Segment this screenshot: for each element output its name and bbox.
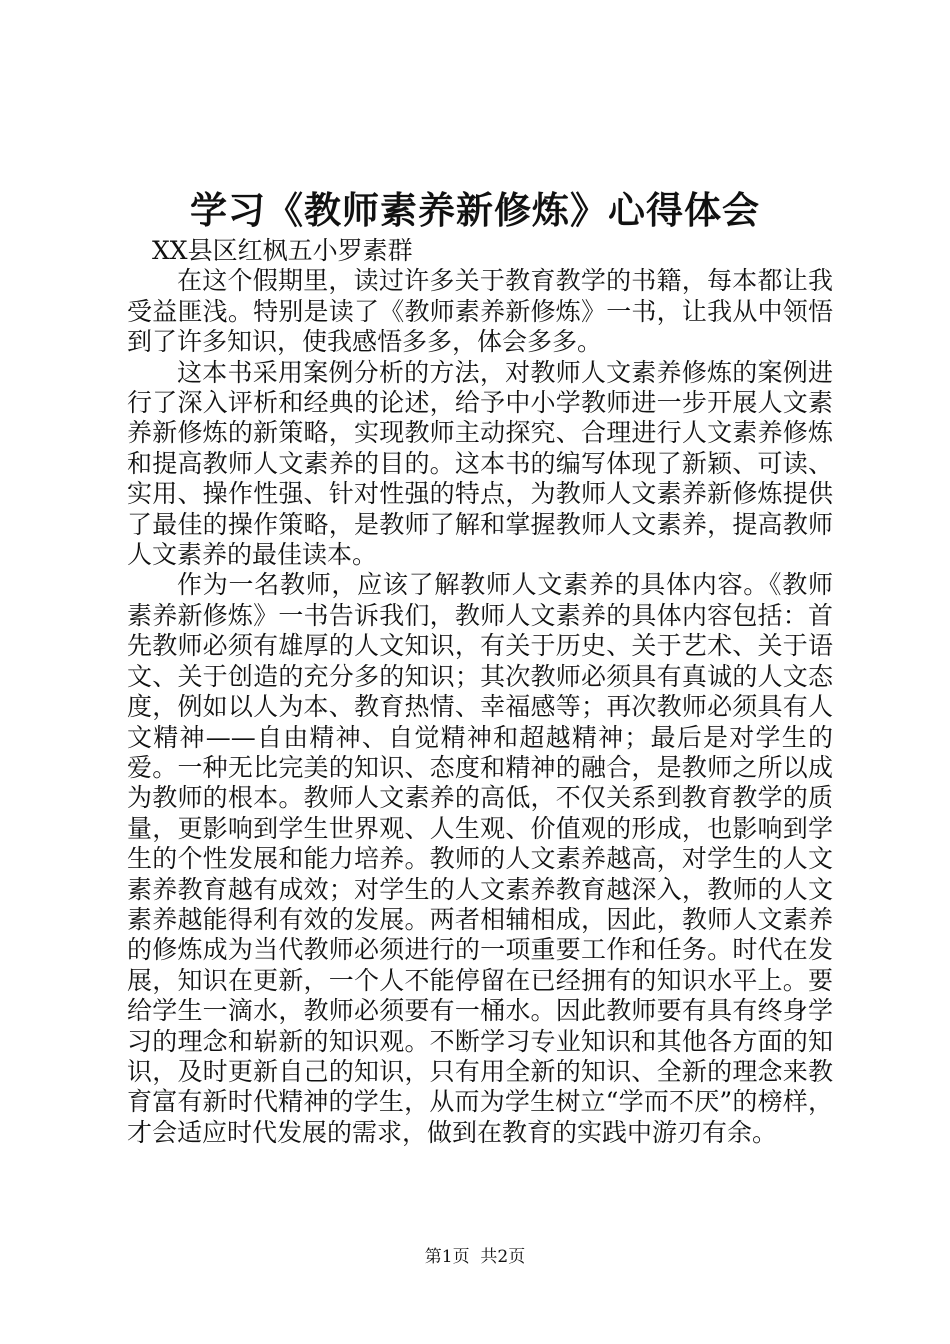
paragraph-1: 在这个假期里，读过许多关于教育教学的书籍，每本都让我受益匪浅。特别是读了《教师素养新修炼》一书，让我从中领悟到了许多知识，使我感悟多多，体会多多。 xyxy=(127,266,833,357)
page-footer: 第1页 共2页 xyxy=(424,1247,526,1267)
paragraph-3: 作为一名教师，应该了解教师人文素养的具体内容。《教师素养新修炼》一书告诉我们，教师人文素养的具体内容包括：首先教师必须有雄厚的人文知识，有关于历史、关于艺术、关于语文、关于创造的充分多的知识；其次教师必须具有真诚的人文态度，例如以人为本、教育热情、幸福感等；再次教师必须具有人文精神——自由精神、自觉精神和超越精神；最后是对学生的爱。一种无比完美的知识、态度和精神的融合，是教师之所以成为教师的根本。教师人文素养的高低，不仅关系到教育教学的质量，更影响到学生世界观、人生观、价值观的形成，也影响到学生的个性发展和能力培养。教师的人文素养越高，对学生的人文素养教育越有成效；对学生的人文素养教育越深入，教师的人文素养越能得利有效的发展。两者相辅相成，因此，教师人文素养的修炼成为当代教师必须进行的一项重要工作和任务。时代在发展，知识在更新，一个人不能停留在已经拥有的知识水平上。要给学生一滴水，教师必须要有一桶水。因此教师要有具有终身学习的理念和崭新的知识观。不断学习专业知识和其他各方面的知识，及时更新自己的知识，只有用全新的知识、全新的理念来教育富有新时代精神的学生，从而为学生树立“学而不厌”的榜样，才会适应时代发展的需求，做到在教育的实践中游刃有余。 xyxy=(127,570,833,1147)
author-line: XX县区红枫五小罗素群 xyxy=(152,236,413,265)
document-body xyxy=(127,236,833,1148)
document-title: 学习《教师素养新修炼》心得体会 xyxy=(190,188,760,232)
paragraph-2: 这本书采用案例分析的方法，对教师人文素养修炼的案例进行了深入评析和经典的论述，给予中小学教师进一步开展人文素养新修炼的新策略，实现教师主动探究、合理进行人文素养修炼和提高教师人文素养的目的。这本书的编写体现了新颖、可读、实用、操作性强、针对性强的特点，为教师人文素养新修炼提供了最佳的操作策略，是教师了解和掌握教师人文素养，提高教师人文素养的最佳读本。 xyxy=(127,357,833,570)
